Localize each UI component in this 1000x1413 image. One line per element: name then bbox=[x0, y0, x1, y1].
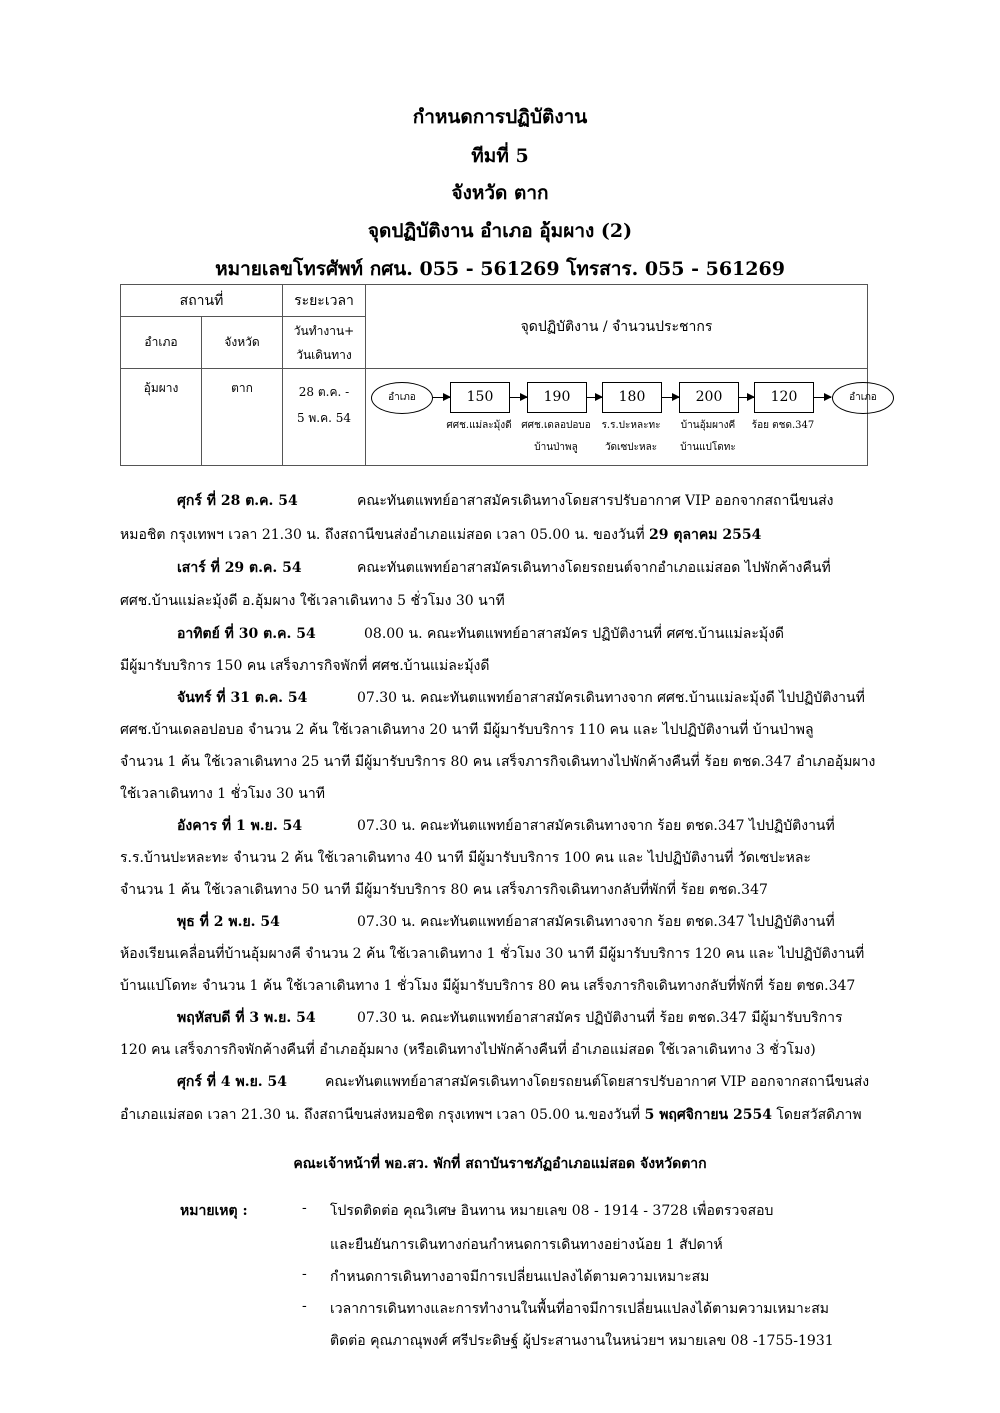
day8-line2 bbox=[120, 1104, 862, 1126]
note-3-text: เวลาการเดินทางและการทำงานในพื้นที่อาจมีการเปลี่ยนแปลงได้ตามความเหมาะสม bbox=[330, 1301, 830, 1317]
node-2-label: ศศช.เดลอปอบอ bbox=[521, 420, 591, 431]
flow-node-5: 120 bbox=[754, 382, 814, 413]
header-place: สถานที่ bbox=[121, 285, 283, 317]
note-2-dash: - bbox=[302, 1266, 307, 1282]
node-4-label-2: บ้านแปโดทะ bbox=[680, 442, 736, 453]
flow-node-2: 190 bbox=[527, 382, 587, 413]
header-points: จุดปฏิบัติงาน / จำนวนประชากร bbox=[366, 285, 868, 369]
day5-heading: อังคาร ที่ 1 พ.ย. 54 bbox=[177, 818, 303, 834]
day2-text-2: ศศช.บ้านแม่ละมุ้งดี อ.อุ้มผาง ใช้เวลาเดินทาง 5 ชั่วโมง 30 นาที bbox=[120, 593, 505, 609]
node-3-label: ร.ร.ปะหละทะ bbox=[601, 420, 661, 431]
header-days-line2: วันเดินทาง bbox=[296, 347, 352, 362]
cell-period bbox=[283, 369, 366, 466]
header-days-line1: วันทำงาน+ bbox=[293, 323, 355, 338]
flow-arrow bbox=[509, 397, 527, 398]
notes-label: หมายเหตุ : bbox=[180, 1203, 248, 1219]
day6-heading: พุธ ที่ 2 พ.ย. 54 bbox=[177, 914, 280, 930]
day6-text-2: ห้องเรียนเคลื่อนที่บ้านอุ้มผางคี จำนวน 2 ค้น ใช้เวลาเดินทาง 1 ชั่วโมง 30 นาที มีผู้มารับบริการ 120 คน และ ไปปฏิบัติงานที่ bbox=[120, 946, 865, 962]
day4-text-3: จำนวน 1 ค้น ใช้เวลาเดินทาง 25 นาที มีผู้มารับบริการ 80 คน เสร็จภารกิจเดินทางไปพักค้างคืนที่ ร้อย ตชด.347 อำเภออุ้มผาง bbox=[120, 754, 876, 770]
day7-text-2: 120 คน เสร็จภารกิจพักค้างคืนที่ อำเภออุ้มผาง (หรือเดินทางไปพักค้างคืนที่ อำเภอแม่สอด ใช้เวลาเดินทาง 3 ชั่วโมง) bbox=[120, 1042, 816, 1058]
team-number: ทีมที่ 5 bbox=[471, 145, 529, 167]
cell-province: ตาก bbox=[202, 369, 283, 466]
day6-text-3: บ้านแปโดทะ จำนวน 1 ค้น ใช้เวลาเดินทาง 1 ชั่วโมง มีผู้มารับบริการ 80 คน เสร็จภารกิจเดินทางกลับที่พักที่ ร้อย ตชด.347 bbox=[120, 978, 856, 994]
flow-node-1: 150 bbox=[450, 382, 510, 413]
note-3-dash: - bbox=[302, 1298, 307, 1314]
flow-cell bbox=[366, 369, 877, 466]
day4-text-1: 07.30 น. คณะทันตแพทย์อาสาสมัครเดินทางจาก ศศช.บ้านแม่ละมุ้งดี ไปปฏิบัติงานที่ bbox=[357, 690, 865, 706]
day4-heading: จันทร์ ที่ 31 ต.ค. 54 bbox=[177, 690, 308, 706]
node-3-label-2: วัดเซปะหละ bbox=[604, 442, 658, 453]
day8-heading: ศุกร์ ที่ 4 พ.ย. 54 bbox=[177, 1074, 288, 1090]
day8-date: 5 พฤศจิกายน 2554 bbox=[644, 1107, 772, 1123]
day1-heading: ศุกร์ ที่ 28 ต.ค. 54 bbox=[177, 493, 298, 509]
period-end: 5 พ.ค. 54 bbox=[296, 411, 352, 425]
day4-text-4: ใช้เวลาเดินทาง 1 ชั่วโมง 30 นาที bbox=[120, 786, 325, 802]
day7-heading: พฤหัสบดี ที่ 3 พ.ย. 54 bbox=[177, 1010, 316, 1026]
day3-text-2: มีผู้มารับบริการ 150 คน เสร็จภารกิจพักที่ ศศช.บ้านแม่ละมุ้งดี bbox=[120, 658, 490, 674]
node-1-label: ศศช.แม่ละมุ้งดี bbox=[446, 420, 512, 431]
period-start: 28 ต.ค. - bbox=[298, 385, 350, 399]
note-2-text: กำหนดการเดินทางอาจมีการเปลี่ยนแปลงได้ตามความเหมาะสม bbox=[330, 1269, 710, 1285]
day2-text-1: คณะทันตแพทย์อาสาสมัครเดินทางโดยรถยนต์จากอำเภอแม่สอด ไปพักค้างคืนที่ bbox=[357, 560, 831, 576]
schedule-table bbox=[120, 284, 877, 466]
flow-arrow bbox=[661, 397, 679, 398]
header-province: จังหวัด bbox=[202, 317, 283, 369]
note-1-dash: - bbox=[302, 1200, 307, 1216]
flow-node-3: 180 bbox=[602, 382, 662, 413]
flow-arrow bbox=[813, 397, 831, 398]
flow-node-4: 200 bbox=[679, 382, 739, 413]
day4-text-2: ศศช.บ้านเดลอปอบอ จำนวน 2 ค้น ใช้เวลาเดินทาง 20 นาที มีผู้มารับบริการ 110 คน และ ไปปฏิบัติงานที่ บ้านป่าพลู bbox=[120, 722, 814, 738]
cell-district: อุ้มผาง bbox=[121, 369, 202, 466]
node-2-label-2: บ้านป่าพลู bbox=[534, 442, 578, 453]
flow-diagram bbox=[366, 369, 877, 465]
header-district: อำเภอ bbox=[121, 317, 202, 369]
day3-heading: อาทิตย์ ที่ 30 ต.ค. 54 bbox=[177, 626, 316, 642]
flow-arrow bbox=[738, 397, 754, 398]
day1-text-1: คณะทันตแพทย์อาสาสมัครเดินทางโดยสารปรับอากาศ VIP ออกจากสถานีขนส่ง bbox=[357, 493, 834, 509]
note-1-text: โปรดติดต่อ คุณวิเศษ อินทาน หมายเลข 08 - 1914 - 3728 เพื่อตรวจสอบ bbox=[330, 1203, 774, 1219]
day3-text-1: 08.00 น. คณะทันตแพทย์อาสาสมัคร ปฏิบัติงานที่ ศศช.บ้านแม่ละมุ้งดี bbox=[364, 626, 784, 642]
day7-text-1: 07.30 น. คณะทันตแพทย์อาสาสมัคร ปฏิบัติงานที่ ร้อย ตชด.347 มีผู้มารับบริการ bbox=[357, 1010, 843, 1026]
day1-line2 bbox=[120, 524, 761, 546]
day1-text-2: หมอชิต กรุงเทพฯ เวลา 21.30 น. ถึงสถานีขนส่งอำเภอแม่สอด เวลา 05.00 น. ของวันที่ bbox=[120, 527, 650, 543]
node-4-label: บ้านอุ้มผางคี bbox=[680, 420, 736, 431]
flow-arrow bbox=[432, 397, 450, 398]
node-5-label: ร้อย ตชด.347 bbox=[751, 420, 815, 431]
note-3-text-2: ติดต่อ คุณภาณุพงศ์ ศรีประดิษฐ์ ผู้ประสานงานในหน่วยฯ หมายเลข 08 -1755-1931 bbox=[330, 1333, 834, 1349]
district-heading: จุดปฏิบัติงาน อำเภอ อุ้มผาง (2) bbox=[367, 220, 633, 242]
day8-text-1: คณะทันตแพทย์อาสาสมัครเดินทางโดยรถยนต์โดยสารปรับอากาศ VIP ออกจากสถานีขนส่ง bbox=[325, 1074, 870, 1090]
day8-text-2: อำเภอแม่สอด เวลา 21.30 น. ถึงสถานีขนส่งหมอชิต กรุงเทพฯ เวลา 05.00 น.ของวันที่ bbox=[120, 1107, 645, 1123]
day5-text-2: ร.ร.บ้านปะหละทะ จำนวน 2 ค้น ใช้เวลาเดินทาง 40 นาที มีผู้มารับบริการ 100 คน และ ไปปฏิบัติงานที่ วัดเซปะหละ bbox=[120, 850, 811, 866]
day1-date: 29 ตุลาคม 2554 bbox=[649, 527, 762, 543]
header-days bbox=[283, 317, 366, 369]
header-period: ระยะเวลา bbox=[283, 285, 366, 317]
flow-start-node: อำเภอ bbox=[371, 382, 433, 414]
note-1-text-2: และยืนยันการเดินทางก่อนกำหนดการเดินทางอย่างน้อย 1 สัปดาห์ bbox=[330, 1237, 723, 1253]
day8-tail: โดยสวัสดิภาพ bbox=[771, 1107, 862, 1123]
staff-accommodation: คณะเจ้าหน้าที่ พอ.สว. พักที่ สถาบันราชภัฏอำเภอแม่สอด จังหวัดตาก bbox=[293, 1156, 707, 1172]
contact-heading: หมายเลขโทรศัพท์ กศน. 055 - 561269 โทรสาร. 055 - 561269 bbox=[215, 258, 785, 280]
flow-end-node: อำเภอ bbox=[832, 382, 894, 414]
doc-title: กำหนดการปฏิบัติงาน bbox=[412, 106, 588, 128]
day6-text-1: 07.30 น. คณะทันตแพทย์อาสาสมัครเดินทางจาก ร้อย ตชด.347 ไปปฏิบัติงานที่ bbox=[357, 914, 835, 930]
day5-text-3: จำนวน 1 ค้น ใช้เวลาเดินทาง 50 นาที มีผู้มารับบริการ 80 คน เสร็จภารกิจเดินทางกลับที่พักที่ ร้อย ตชด.347 bbox=[120, 882, 768, 898]
day5-text-1: 07.30 น. คณะทันตแพทย์อาสาสมัครเดินทางจาก ร้อย ตชด.347 ไปปฏิบัติงานที่ bbox=[357, 818, 835, 834]
province-heading: จังหวัด ตาก bbox=[451, 182, 549, 204]
flow-arrow bbox=[586, 397, 602, 398]
day2-heading: เสาร์ ที่ 29 ต.ค. 54 bbox=[177, 560, 302, 576]
